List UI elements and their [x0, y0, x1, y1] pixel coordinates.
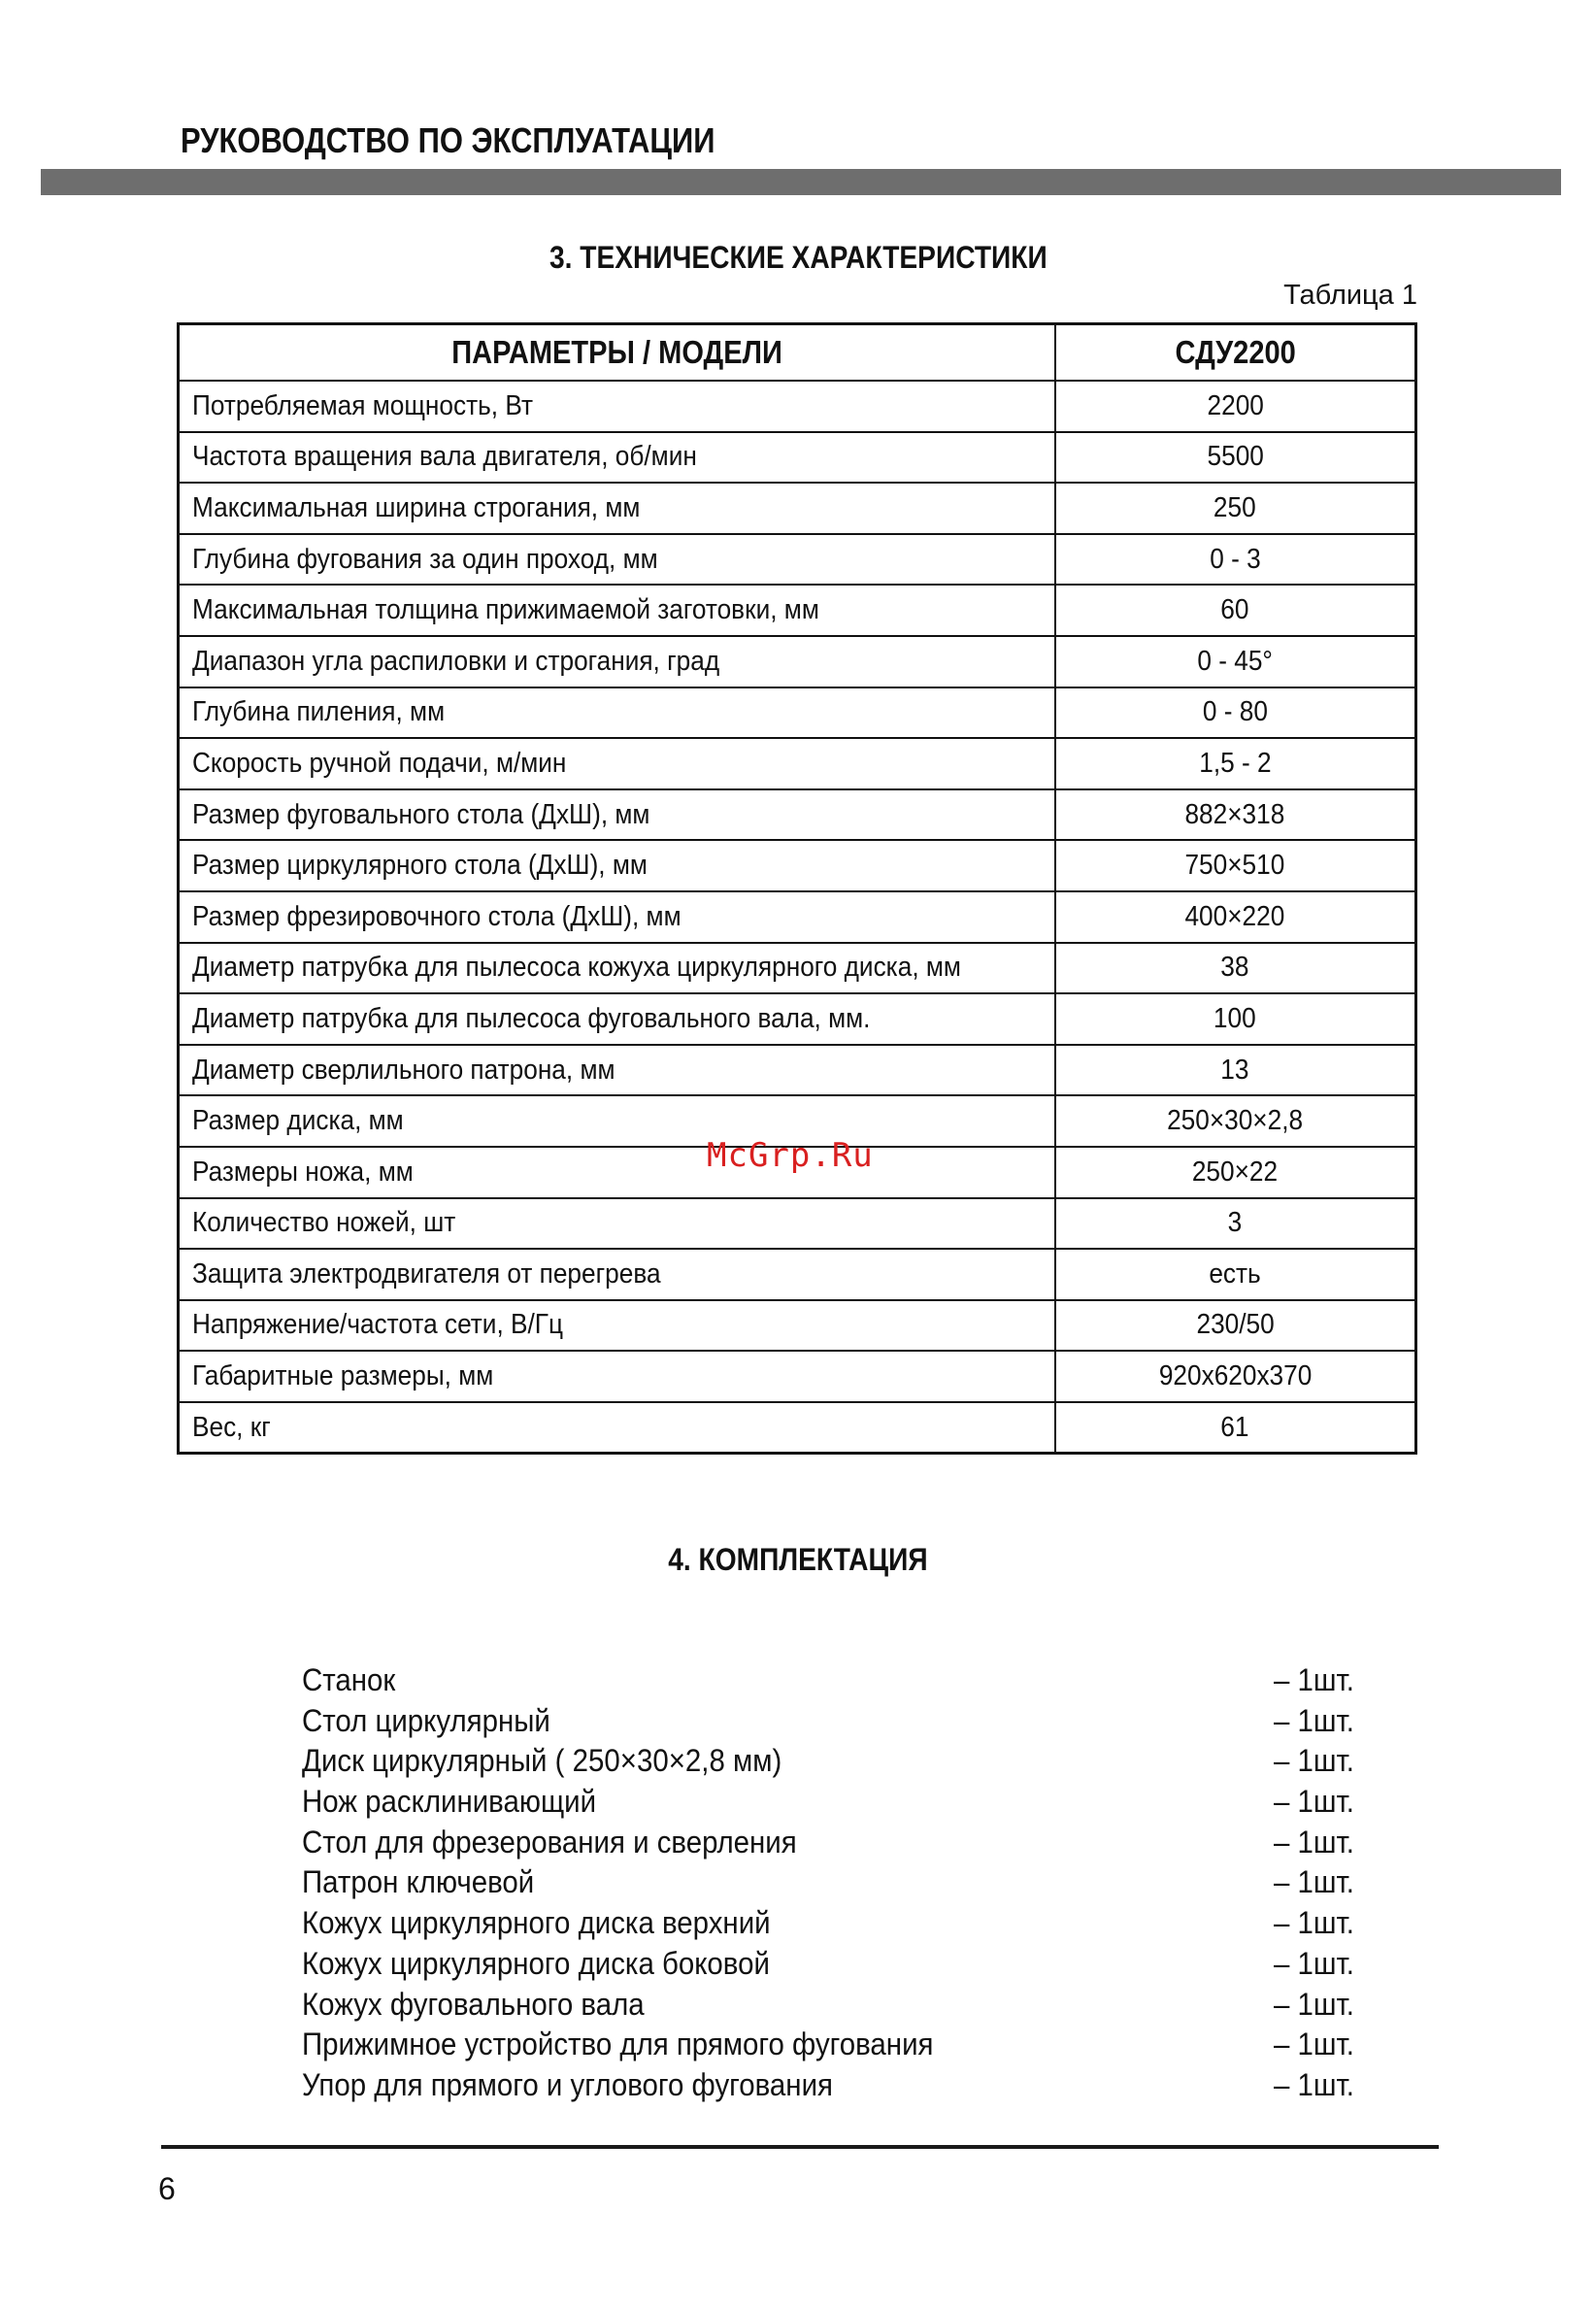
param-cell: Размер фрезировочного стола (ДхШ), мм: [179, 891, 1055, 943]
value-cell: 400×220: [1055, 891, 1416, 943]
value-cell: 0 - 3: [1055, 534, 1416, 586]
param-cell: Диапазон угла распиловки и строгания, град: [179, 636, 1055, 687]
table-row: [179, 738, 1416, 789]
table-row: [179, 636, 1416, 687]
param-cell: Частота вращения вала двигателя, об/мин: [179, 432, 1055, 484]
table-row: [179, 789, 1416, 841]
list-item: [302, 2067, 1370, 2108]
param-cell: Количество ножей, шт: [179, 1198, 1055, 1250]
kit-item-qty: – 1шт.: [1274, 1743, 1354, 1779]
kit-item-qty: – 1шт.: [1274, 2027, 1354, 2062]
specs-heading: 3. ТЕХНИЧЕСКИЕ ХАРАКТЕРИСТИКИ: [549, 240, 1047, 275]
value-cell: 5500: [1055, 432, 1416, 484]
kit-heading: 4. КОМПЛЕКТАЦИЯ: [668, 1542, 928, 1577]
table-row: [179, 891, 1416, 943]
value-cell: 61: [1055, 1402, 1416, 1454]
kit-item-qty: – 1шт.: [1274, 1784, 1354, 1820]
value-cell: 0 - 45°: [1055, 636, 1416, 687]
kit-item-name: Патрон ключевой: [302, 1864, 535, 1900]
table-row: [179, 993, 1416, 1045]
value-cell: 0 - 80: [1055, 687, 1416, 739]
kit-item-name: Прижимное устройство для прямого фугования: [302, 2027, 934, 2062]
table-row: [179, 1198, 1416, 1250]
kit-item-qty: – 1шт.: [1274, 1702, 1354, 1738]
param-cell: Глубина фугования за один проход, мм: [179, 534, 1055, 586]
value-cell: 2200: [1055, 381, 1416, 432]
kit-item-qty: – 1шт.: [1274, 1986, 1354, 2022]
watermark: McGrp.Ru: [707, 1136, 874, 1175]
value-cell: 250: [1055, 483, 1416, 534]
param-cell: Вес, кг: [179, 1402, 1055, 1454]
footer-rule: [161, 2145, 1439, 2149]
table-row: [179, 1249, 1416, 1300]
document-title: РУКОВОДСТВО ПО ЭКСПЛУАТАЦИИ: [181, 120, 715, 160]
value-cell: 38: [1055, 943, 1416, 994]
list-item: [302, 1784, 1370, 1825]
value-cell: 230/50: [1055, 1300, 1416, 1352]
kit-item-qty: – 1шт.: [1274, 1905, 1354, 1941]
value-cell: есть: [1055, 1249, 1416, 1300]
kit-item-name: Стол для фрезерования и сверления: [302, 1824, 797, 1860]
value-cell: 60: [1055, 585, 1416, 636]
list-item: [302, 1662, 1370, 1703]
kit-item-name: Кожух циркулярного диска верхний: [302, 1905, 771, 1941]
kit-item-name: Кожух циркулярного диска боковой: [302, 1945, 770, 1981]
param-cell: Габаритные размеры, мм: [179, 1351, 1055, 1402]
kit-item-qty: – 1шт.: [1274, 2066, 1354, 2102]
table-row: [179, 1402, 1416, 1454]
param-cell: Потребляемая мощность, Вт: [179, 381, 1055, 432]
param-cell: Напряжение/частота сети, В/Гц: [179, 1300, 1055, 1352]
table-row: [179, 840, 1416, 891]
table-row: [179, 432, 1416, 484]
kit-item-qty: – 1шт.: [1274, 1864, 1354, 1900]
value-cell: 250×30×2,8: [1055, 1095, 1416, 1147]
column-header-params: ПАРАМЕТРЫ / МОДЕЛИ: [179, 324, 1055, 382]
param-cell: Диаметр патрубка для пылесоса кожуха циркулярного диска, мм: [179, 943, 1055, 994]
table-row: [179, 1351, 1416, 1402]
specs-table: [177, 322, 1417, 1455]
table-row: [179, 585, 1416, 636]
param-cell: Размер циркулярного стола (ДхШ), мм: [179, 840, 1055, 891]
param-cell: Максимальная толщина прижимаемой заготовки, мм: [179, 585, 1055, 636]
kit-item-qty: – 1шт.: [1274, 1945, 1354, 1981]
param-cell: Глубина пиления, мм: [179, 687, 1055, 739]
value-cell: 250×22: [1055, 1147, 1416, 1198]
list-item: [302, 1703, 1370, 1744]
value-cell: 3: [1055, 1198, 1416, 1250]
table-caption: Таблица 1: [1283, 280, 1417, 311]
value-cell: 882×318: [1055, 789, 1416, 841]
kit-item-qty: – 1шт.: [1274, 1662, 1354, 1697]
value-cell: 100: [1055, 993, 1416, 1045]
param-cell: Диаметр патрубка для пылесоса фуговального вала, мм.: [179, 993, 1055, 1045]
list-item: [302, 1825, 1370, 1865]
param-cell: Размер диска, мм: [179, 1095, 1055, 1147]
table-row: [179, 943, 1416, 994]
list-item: [302, 2027, 1370, 2067]
table-header-row: [179, 324, 1416, 382]
param-cell: Защита электродвигателя от перегрева: [179, 1249, 1055, 1300]
param-cell: Максимальная ширина строгания, мм: [179, 483, 1055, 534]
table-row: [179, 1300, 1416, 1352]
table-row: [179, 381, 1416, 432]
param-cell: Диаметр сверлильного патрона, мм: [179, 1045, 1055, 1096]
list-item: [302, 1946, 1370, 1987]
value-cell: 750×510: [1055, 840, 1416, 891]
value-cell: 1,5 - 2: [1055, 738, 1416, 789]
list-item: [302, 1743, 1370, 1784]
value-cell: 13: [1055, 1045, 1416, 1096]
kit-item-name: Упор для прямого и углового фугования: [302, 2066, 833, 2102]
param-cell: Размер фуговального стола (ДхШ), мм: [179, 789, 1055, 841]
value-cell: 920x620x370: [1055, 1351, 1416, 1402]
kit-item-name: Кожух фуговального вала: [302, 1986, 645, 2022]
table-row: [179, 483, 1416, 534]
column-header-model: СДУ2200: [1055, 324, 1416, 382]
kit-item-name: Нож расклинивающий: [302, 1784, 597, 1820]
table-row: [179, 1045, 1416, 1096]
kit-item-qty: – 1шт.: [1274, 1824, 1354, 1860]
param-cell: Скорость ручной подачи, м/мин: [179, 738, 1055, 789]
param-cell: Размеры ножа, мм: [179, 1147, 1055, 1198]
page-number: 6: [158, 2171, 176, 2206]
kit-item-name: Станок: [302, 1662, 396, 1697]
list-item: [302, 1987, 1370, 2027]
kit-item-name: Диск циркулярный ( 250×30×2,8 мм): [302, 1743, 782, 1779]
list-item: [302, 1905, 1370, 1946]
list-item: [302, 1864, 1370, 1905]
table-row: [179, 534, 1416, 586]
kit-list: [302, 1662, 1370, 2108]
kit-item-name: Стол циркулярный: [302, 1702, 550, 1738]
table-row: [179, 687, 1416, 739]
header-bar: [41, 169, 1561, 195]
